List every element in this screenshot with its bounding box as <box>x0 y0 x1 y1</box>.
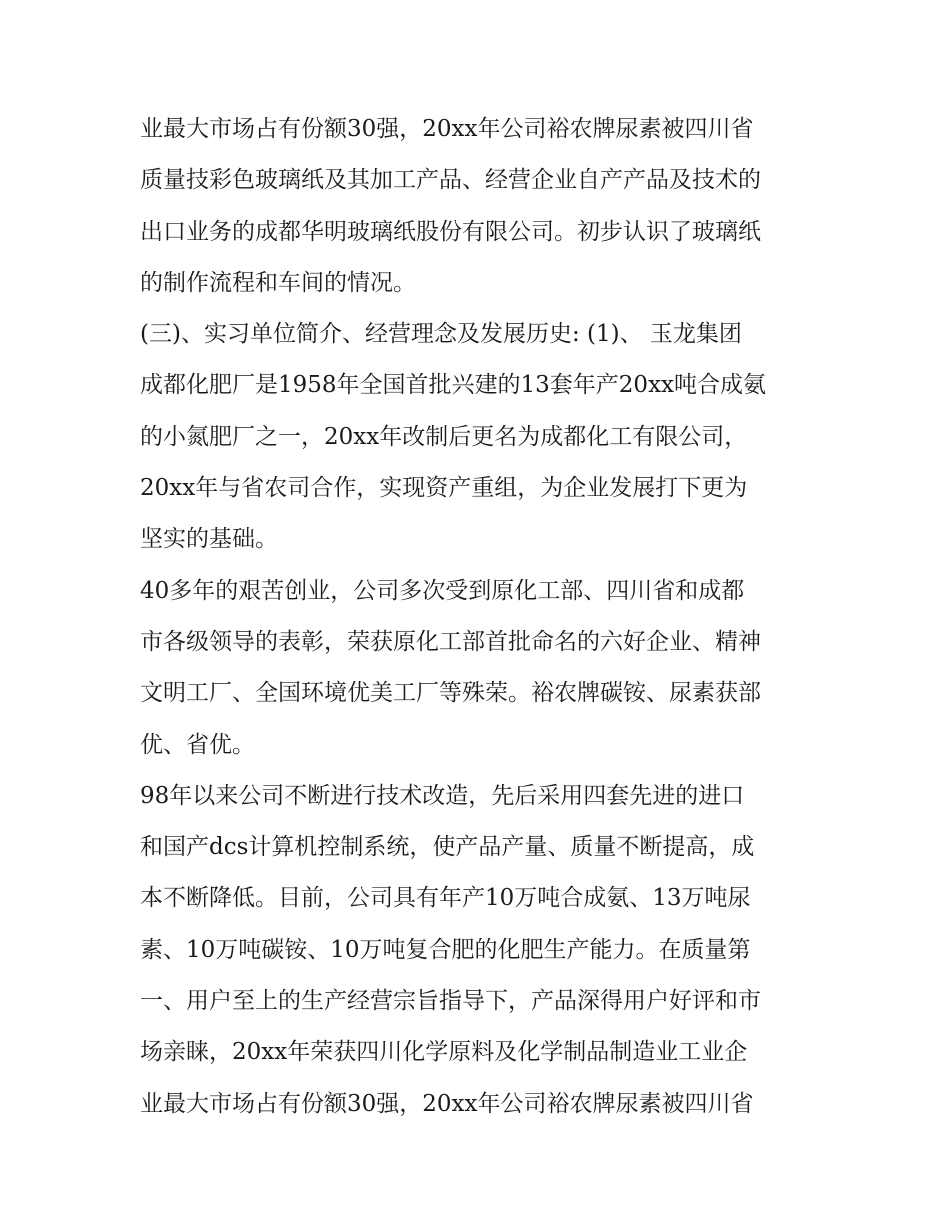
text-line: 业最大市场占有份额30强，20xx年公司裕农牌尿素被四川省 <box>140 116 754 142</box>
text-line: 一、用户至上的生产经营宗旨指导下，产品深得用户好评和市 <box>140 988 761 1015</box>
text-line: 20xx年与省农司合作，实现资产重组，为企业发展打下更为 <box>140 475 748 502</box>
text-line: 坚实的基础。 <box>140 526 278 553</box>
text-line: 的小氮肥厂之一，20xx年改制后更名为成都化工有限公司， <box>140 423 748 450</box>
text-line: 市各级领导的表彰，荣获原化工部首批命名的六好企业、精神 <box>140 628 761 655</box>
text-line: 本不断降低。目前，公司具有年产10万吨合成氨、13万吨尿 <box>140 885 751 912</box>
body-text <box>140 104 820 1130</box>
text-line: 的制作流程和车间的情况。 <box>140 269 416 296</box>
text-line: 40多年的艰苦创业，公司多次受到原化工部、四川省和成都 <box>140 577 745 604</box>
text-line: 优、省优。 <box>140 731 255 758</box>
text-line: 出口业务的成都华明玻璃纸股份有限公司。初步认识了玻璃纸 <box>140 218 761 245</box>
text-line: 业最大市场占有份额30强，20xx年公司裕农牌尿素被四川省 <box>140 1090 754 1117</box>
text-line: 成都化肥厂是1958年全国首批兴建的13套年产20xx吨合成氨 <box>140 372 767 399</box>
text-line: 和国产dcs计算机控制系统，使产品产量、质量不断提高，成 <box>140 834 755 861</box>
text-line: 场亲睐，20xx年荣获四川化学原料及化学制品制造业工业企 <box>140 1039 748 1066</box>
text-line: 质量技彩色玻璃纸及其加工产品、经营企业自产产品及技术的 <box>140 167 761 194</box>
section-heading-line: (三)、实习单位简介、经营理念及发展历史: (1)、 玉龙集团 <box>140 321 742 348</box>
text-line: 98年以来公司不断进行技术改造，先后采用四套先进的进口 <box>140 782 745 809</box>
text-line: 素、10万吨碳铵、10万吨复合肥的化肥生产能力。在质量第 <box>140 936 751 963</box>
text-line: 文明工厂、全国环境优美工厂等殊荣。裕农牌碳铵、尿素获部 <box>140 680 761 707</box>
